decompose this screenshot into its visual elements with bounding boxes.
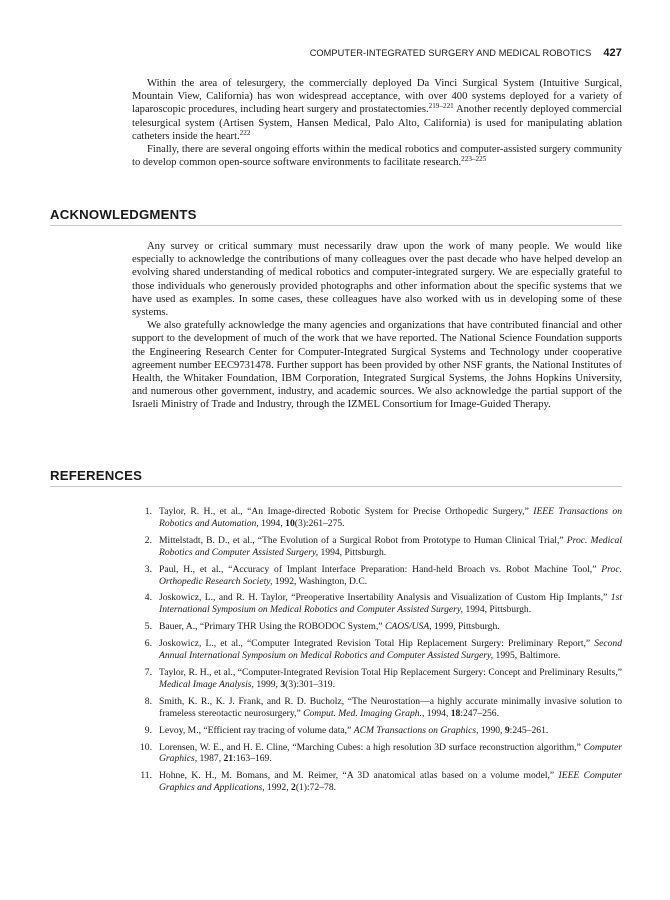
reference-volume: 9 (504, 724, 510, 736)
reference-authors-title: Taylor, R. H., et al., “An Image-directed Robotic System for Precise Orthopedic Surgery,” (159, 506, 534, 517)
reference-number: 10. (140, 741, 152, 753)
reference-venue: Computer Graphics, (159, 741, 622, 765)
reference-item (132, 638, 622, 662)
reference-authors-title: Paul, H., et al., “Accuracy of Implant Interface Preparation: Hand-held Broach vs. Robot Machine Tool,” (159, 563, 602, 575)
running-title: COMPUTER-INTEGRATED SURGERY AND MEDICAL ROBOTICS (309, 48, 592, 58)
page-number: 427 (603, 47, 622, 59)
reference-year: 1994, Pittsburgh. (318, 546, 387, 558)
reference-pages: (3):261–275. (294, 517, 345, 529)
reference-item (132, 535, 622, 559)
reference-venue: IEEE Transactions on Robotics and Automation, (159, 506, 623, 529)
reference-volume: 21 (223, 753, 234, 765)
citation: 219–221 (428, 102, 454, 111)
reference-number: 2. (144, 534, 152, 546)
reference-venue: Second Annual International Symposium on Medical Robotics and Computer Assisted Surgery, (159, 638, 622, 662)
reference-venue: ACM Transactions on Graphics, (353, 724, 479, 736)
reference-item (132, 770, 622, 794)
reference-item (132, 564, 622, 588)
reference-authors-title: Joskowicz, L., et al., “Computer Integrated Revision Total Hip Replacement Surgery: Preliminary Report,” (159, 638, 595, 650)
reference-list (132, 506, 622, 799)
intro-p2-text: Finally, there are several ongoing efforts within the medical robotics and computer-assisted surgery community to develop common open-source software environments to facilitate research. (132, 144, 622, 169)
reference-item (132, 742, 622, 766)
intro-section (132, 77, 622, 169)
reference-number: 4. (144, 592, 152, 604)
reference-authors-title: Taylor, R. H., et al., “Computer-Integrated Revision Total Hip Replacement Surgery: Concept and Preliminary Results,” (159, 666, 622, 678)
reference-pages: :245–261. (509, 724, 549, 736)
reference-year: 1999, Pittsburgh. (431, 621, 500, 633)
reference-authors-title: Levoy, M., “Efficient ray tracing of volume data,” (159, 724, 354, 736)
intro-p1b-text: Another recently deployed commercial telesurgical system (Artisen System, Hansen Medical, Palo Alto, California) is used for manipulating ablation catheters inside the heart. (132, 104, 622, 142)
running-header (132, 47, 622, 59)
reference-authors-title: Mittelstadt, B. D., et al., “The Evolution of a Surgical Robot from Prototype to Human Clinical Trial,” (159, 534, 567, 546)
intro-paragraph-1 (132, 77, 622, 143)
reference-venue: Proc. Medical Robotics and Computer Assisted Surgery, (159, 534, 622, 558)
reference-year: 1992, (264, 782, 292, 794)
acknowledgments-section (132, 240, 622, 412)
reference-volume: 2 (291, 782, 296, 794)
reference-volume: 3 (280, 678, 286, 690)
reference-item (132, 696, 622, 720)
reference-authors-title: Bauer, A., “Primary THR Using the ROBODOC System,” (159, 621, 385, 633)
reference-venue: Medical Image Analysis, (159, 678, 254, 690)
reference-year: 1992, Washington, D.C. (272, 575, 368, 587)
reference-item (132, 506, 622, 530)
reference-venue: 1st International Symposium on Medical Robotics and Computer Assisted Surgery, (159, 592, 622, 616)
reference-number: 9. (144, 724, 152, 736)
reference-authors-title: Lorensen, W. E., and H. E. Cline, “Marching Cubes: a high resolution 3D surface reconstruction algorithm,” (159, 741, 584, 753)
reference-year: 1990, (478, 724, 505, 736)
reference-number: 3. (144, 563, 152, 575)
reference-year: 1987, (197, 753, 224, 765)
reference-venue: Comput. Med. Imaging Graph., (303, 707, 425, 719)
reference-venue: IEEE Computer Graphics and Applications, (159, 770, 622, 794)
reference-venue: CAOS/USA, (384, 621, 432, 633)
reference-number: 8. (144, 695, 152, 707)
reference-volume: 18 (450, 707, 461, 719)
reference-item (132, 667, 622, 691)
intro-paragraph-2 (132, 143, 622, 169)
references-heading: REFERENCES (50, 468, 622, 487)
acknowledgments-paragraph-1: Any survey or critical summary must necessarily draw upon the work of many people. We would like especially to acknowledge the contributions of many colleagues over the past decade who have helped develop an evolving shared understanding of medical robotics and computer-integrated surgery. We are especially grateful to those individuals who generously provided photographs and other information about the specific systems that we have used as examples. In some cases, these colleagues have also worked with us in developing some of these systems. (132, 241, 622, 319)
reference-volume: 10 (285, 517, 295, 529)
intro-p1-text: Within the area of telesurgery, the commercially deployed Da Vinci Surgical System (Intuitive Surgical, Mountain View, California) has won widespread acceptance, with over 400 systems deployed for a variety of laparoscopic procedures, including heart surgery and prostatectomies. (132, 78, 622, 116)
reference-authors-title: Joskowicz, L., and R. H. Taylor, “Preoperative Insertability Analysis and Visualization of Custom Hip Implants,” (159, 592, 611, 604)
reference-number: 1. (144, 506, 152, 517)
reference-venue: Proc. Orthopedic Research Society, (159, 563, 622, 587)
reference-item (132, 592, 622, 616)
reference-year: 1999, (253, 678, 281, 690)
reference-item (132, 621, 622, 633)
reference-number: 6. (144, 638, 152, 650)
reference-number: 11. (140, 770, 152, 782)
reference-item (132, 725, 622, 737)
reference-number: 7. (144, 666, 152, 678)
reference-pages: (3):301–319. (285, 678, 335, 690)
citation: 223–225 (461, 155, 487, 164)
reference-pages: :247–256. (460, 707, 499, 719)
reference-pages: (1):72–78. (295, 782, 337, 794)
reference-authors-title: Smith, K. R., K. J. Frank, and R. D. Bucholz, “The Neurostation—a highly accurate minimally invasive solution to frameless stereotactic neurosurgery,” (159, 695, 622, 719)
citation: 222 (239, 128, 251, 137)
reference-pages: :163–169. (233, 753, 272, 765)
reference-year: 1994, Pittsburgh. (463, 604, 532, 616)
reference-year: 1994, (424, 707, 451, 719)
reference-year: 1994, (258, 517, 286, 529)
reference-authors-title: Hohne, K. H., M. Bomans, and M. Reimer, “A 3D anatomical atlas based on a volume model,” (159, 770, 559, 782)
reference-number: 5. (144, 621, 152, 633)
acknowledgments-paragraph-2: We also gratefully acknowledge the many agencies and organizations that have contributed financial and other support to the development of much of the work that we have reported. The National Science Foundation supports the Engineering Research Center for Computer-Integrated Surgical Systems and Technology under cooperative agreement number EEC9731478. Further support has been provided by other NSF grants, the National Institutes of Health, the Whitaker Foundation, IBM Corporation, Integrated Surgical Systems, the Johns Hopkins University, and numerous other government, industry, and academic sources. We also acknowledge the partial support of the Israeli Ministry of Trade and Industry, through the IZMEL Consortium for Image-Guided Therapy. (132, 320, 622, 411)
reference-year: 1995, Baltimore. (493, 650, 561, 662)
acknowledgments-heading: ACKNOWLEDGMENTS (50, 207, 622, 226)
